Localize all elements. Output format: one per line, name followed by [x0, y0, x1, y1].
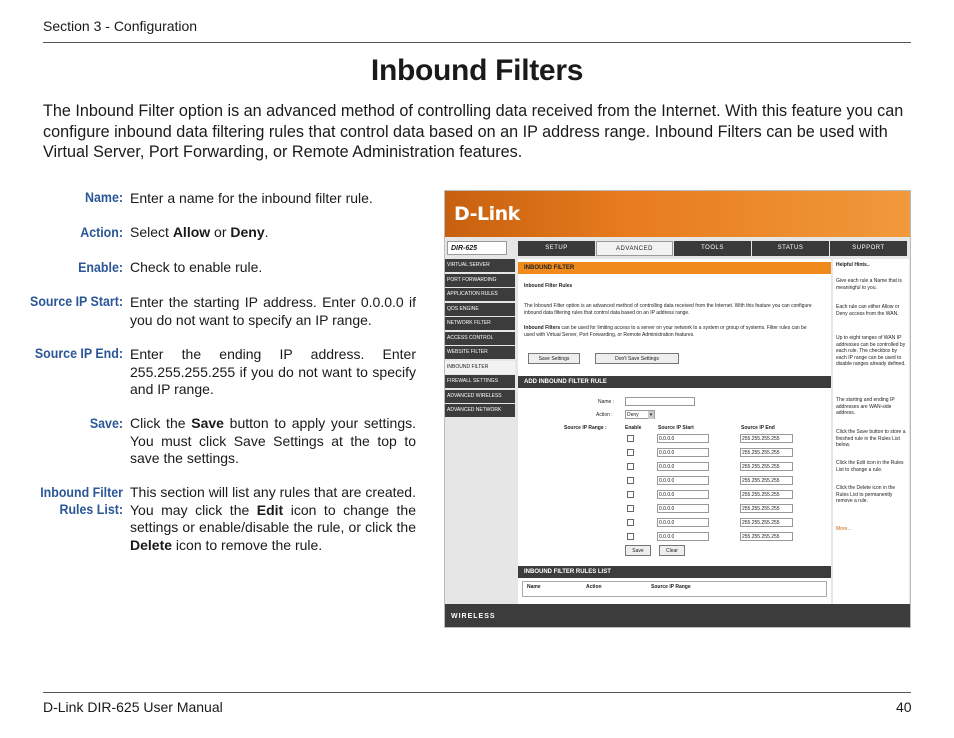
sidebar-item-access-control[interactable]: ACCESS CONTROL	[445, 332, 515, 345]
enable-checkbox[interactable]	[627, 463, 634, 470]
list-col-name: Name	[527, 584, 541, 590]
list-col-source-ip-range: Source IP Range	[651, 584, 691, 590]
action-select[interactable]: Deny ▾	[625, 410, 655, 419]
tab-tools[interactable]: TOOLS	[674, 241, 751, 256]
desc-source-ip-start: Enter the starting IP address. Enter 0.0.0.0 if you do not want to specify an IP range.	[130, 294, 416, 328]
source-ip-end-input[interactable]: 255.255.255.255	[740, 490, 793, 499]
desc-name: Enter a name for the inbound filter rule.	[130, 190, 373, 206]
hint-item: Click the Edit icon in the Rules List to change a rule.	[836, 460, 904, 473]
page-title: Inbound Filters	[370, 54, 584, 87]
tab-status[interactable]: STATUS	[752, 241, 829, 256]
hint-item: The starting and ending IP addresses are WAN-side address.	[836, 397, 895, 416]
source-ip-start-input[interactable]: 0.0.0.0	[657, 518, 709, 527]
source-ip-range-label: Source IP Range :	[564, 425, 607, 431]
page-number: 40	[896, 699, 912, 715]
tab-support[interactable]: SUPPORT	[830, 241, 907, 256]
term-source-ip-end: Source IP End:	[34, 346, 123, 361]
source-ip-end-input[interactable]: 255.255.255.255	[740, 532, 793, 541]
hint-item: Click the Save button to store a finished rule in the Rules List below.	[836, 429, 906, 448]
source-ip-end-input[interactable]: 255.255.255.255	[740, 448, 793, 457]
rules-list-bar: INBOUND FILTER RULES LIST	[518, 566, 831, 578]
footer-manual-title: D-Link DIR-625 User Manual	[43, 699, 223, 715]
sidebar-item-advanced-network[interactable]: ADVANCED NETWORK	[445, 404, 515, 417]
name-input[interactable]	[625, 397, 695, 406]
enable-checkbox[interactable]	[627, 533, 634, 540]
more-link[interactable]: More...	[836, 526, 852, 532]
save-settings-button[interactable]: Save Settings	[528, 353, 580, 364]
source-ip-start-input[interactable]: 0.0.0.0	[657, 434, 709, 443]
dlink-logo: D-Link	[454, 203, 520, 225]
helpful-hints-panel	[833, 259, 909, 604]
desc-enable: Check to enable rule.	[130, 259, 263, 275]
wireless-footer-bar	[445, 604, 911, 628]
intro-paragraph: The Inbound Filter option is an advanced method of controlling data received from the Internet. With this feature you can configure inbound data filtering rules that control data based on an IP address range. Inbound Filters can be used with Virtual Server, Port Forwarding, or Remote Administration features.	[43, 102, 904, 161]
description-1: The Inbound Filter option is an advanced method of controlling data received from the Internet. With this feature you can configure inbound data filtering rules that control data based on an IP address range.	[524, 303, 812, 316]
enable-checkbox[interactable]	[627, 505, 634, 512]
tab-advanced[interactable]: ADVANCED	[596, 241, 673, 256]
sidebar-item-port-forwarding[interactable]: PORT FORWARDING	[445, 274, 515, 287]
desc-source-ip-end: Enter the ending IP address. Enter 255.255.255.255 if you do not want to specify and IP range.	[130, 346, 416, 397]
term-rules-list: Inbound Filter Rules List:	[40, 485, 123, 517]
chevron-down-icon: ▾	[649, 412, 653, 418]
source-ip-start-input[interactable]: 0.0.0.0	[657, 476, 709, 485]
source-ip-start-input[interactable]: 0.0.0.0	[657, 448, 709, 457]
clear-button[interactable]: Clear	[659, 545, 685, 556]
dont-save-settings-button[interactable]: Don't Save Settings	[595, 353, 679, 364]
sidebar-item-website-filter[interactable]: WEBSITE FILTER	[445, 346, 515, 359]
section-heading: Section 3 - Configuration	[43, 18, 198, 34]
hint-item: Give each rule a Name that is meaningful to you.	[836, 278, 902, 291]
term-name: Name:	[85, 190, 123, 205]
enable-checkbox[interactable]	[627, 435, 634, 442]
desc-action: Select Allow or Deny.	[130, 224, 269, 240]
source-ip-start-input[interactable]: 0.0.0.0	[657, 462, 709, 471]
source-ip-start-input[interactable]: 0.0.0.0	[657, 490, 709, 499]
hint-item: Each rule can either Allow or Deny access from the WAN.	[836, 304, 900, 317]
enable-checkbox[interactable]	[627, 491, 634, 498]
router-screenshot	[444, 190, 911, 628]
bottom-divider	[43, 692, 911, 693]
source-ip-end-input[interactable]: 255.255.255.255	[740, 434, 793, 443]
sidebar-item-virtual-server[interactable]: VIRTUAL SERVER	[445, 259, 515, 272]
main-panel	[518, 259, 831, 604]
action-label: Action :	[596, 412, 613, 418]
term-enable: Enable:	[78, 260, 123, 275]
top-divider	[43, 42, 911, 43]
source-ip-start-input[interactable]: 0.0.0.0	[657, 532, 709, 541]
enable-checkbox[interactable]	[627, 519, 634, 526]
source-ip-end-input[interactable]: 255.255.255.255	[740, 504, 793, 513]
col-source-ip-end: Source IP End	[741, 425, 775, 431]
dlink-banner	[445, 191, 911, 237]
enable-checkbox[interactable]	[627, 449, 634, 456]
term-source-ip-start: Source IP Start:	[30, 294, 123, 309]
col-source-ip-start: Source IP Start	[658, 425, 694, 431]
section-title-bar: INBOUND FILTER	[518, 262, 831, 274]
desc-save: Click the Save button to apply your settings. You must click Save Settings at the top to save the settings.	[130, 415, 417, 466]
rules-list-table	[522, 581, 827, 597]
name-label: Name :	[598, 399, 615, 405]
helpful-hints-title: Helpful Hints..	[836, 262, 870, 268]
model-label: DIR-625	[447, 241, 507, 255]
add-rule-bar: ADD INBOUND FILTER RULE	[518, 376, 831, 388]
wireless-logo: WIRELESS	[451, 613, 496, 620]
subtitle: Inbound Filter Rules	[524, 283, 573, 289]
source-ip-end-input[interactable]: 255.255.255.255	[740, 476, 793, 485]
source-ip-start-input[interactable]: 0.0.0.0	[657, 504, 709, 513]
sidebar-item-inbound-filter[interactable]: INBOUND FILTER	[445, 361, 515, 374]
col-enable: Enable	[625, 425, 642, 431]
sidebar-item-application-rules[interactable]: APPLICATION RULES	[445, 288, 515, 301]
desc-rules-list: This section will list any rules that are created. You may click the Edit icon to change the settings or enable/disable the rule, or click the Delete icon to remove the rule.	[130, 484, 416, 553]
hint-item: Click the Delete icon in the Rules List to permanently remove a rule.	[836, 485, 896, 504]
source-ip-end-input[interactable]: 255.255.255.255	[740, 462, 793, 471]
sidebar-item-advanced-wireless[interactable]: ADVANCED WIRELESS	[445, 390, 515, 403]
term-save: Save:	[89, 416, 123, 431]
enable-checkbox[interactable]	[627, 477, 634, 484]
sidebar-item-network-filter[interactable]: NETWORK FILTER	[445, 317, 515, 330]
hint-item: Up to eight ranges of WAN IP addresses can be controlled by each rule. The checkbox by each IP range can be used to disable ranges already defined.	[836, 335, 906, 367]
description-2: Inbound Filters can be used for limiting access to a server on your network to a system or group of systems. Filter rules can be used with Virtual Server, Port Forwarding, or Remote Administration features.	[524, 325, 807, 338]
list-col-action: Action	[586, 584, 602, 590]
source-ip-end-input[interactable]: 255.255.255.255	[740, 518, 793, 527]
sidebar-item-firewall-settings[interactable]: FIREWALL SETTINGS	[445, 375, 515, 388]
save-button[interactable]: Save	[625, 545, 651, 556]
term-action: Action:	[80, 225, 123, 240]
tab-setup[interactable]: SETUP	[518, 241, 595, 256]
sidebar-item-qos-engine[interactable]: QOS ENGINE	[445, 303, 515, 316]
